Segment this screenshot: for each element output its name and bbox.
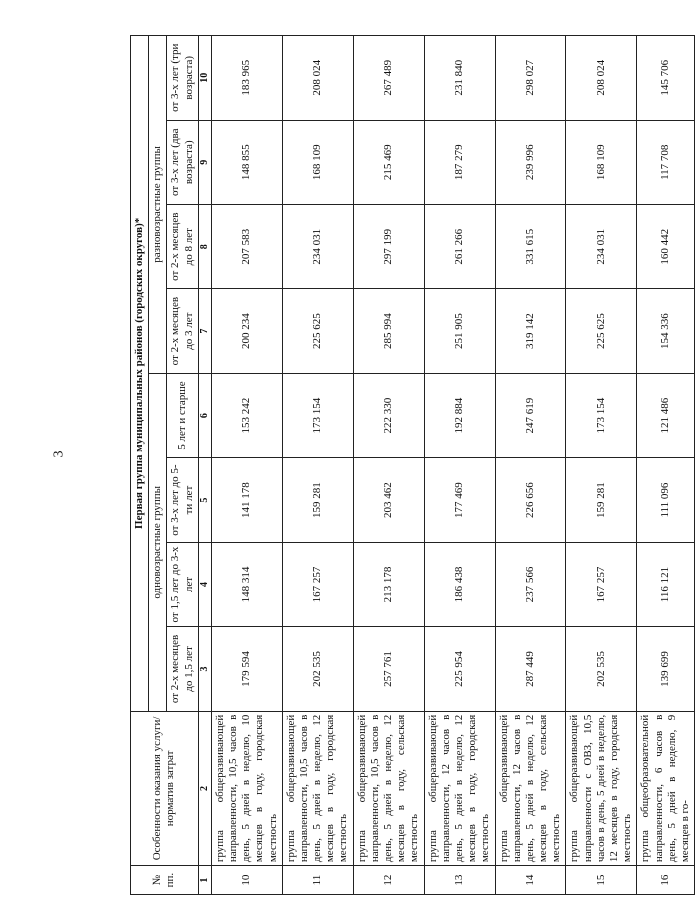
cost-value-cell: 285 994 <box>353 289 424 373</box>
cost-value-cell: 247 619 <box>495 373 566 457</box>
cost-value-cell: 111 096 <box>637 458 695 542</box>
table-row <box>211 36 282 895</box>
cost-norms-table <box>130 35 695 895</box>
cost-value-cell: 187 279 <box>424 120 495 204</box>
header-subcol: от 3-х лет (три возраста) <box>167 36 198 121</box>
column-number: 7 <box>198 289 211 373</box>
cost-value-cell: 159 281 <box>566 458 637 542</box>
cost-value-cell: 179 594 <box>211 627 282 711</box>
table-row <box>424 36 495 895</box>
header-multi-age: разновозрастные группы <box>149 36 167 374</box>
row-number: 10 <box>211 866 282 895</box>
cost-value-cell: 139 699 <box>637 627 695 711</box>
cost-value-cell: 168 109 <box>566 120 637 204</box>
cost-value-cell: 202 535 <box>566 627 637 711</box>
cost-value-cell: 200 234 <box>211 289 282 373</box>
cost-value-cell: 267 489 <box>353 36 424 121</box>
table-row <box>495 36 566 895</box>
cost-value-cell: 231 840 <box>424 36 495 121</box>
column-number: 1 <box>198 866 211 895</box>
cost-value-cell: 168 109 <box>282 120 353 204</box>
header-subcol: от 1,5 лет до 3-х лет <box>167 542 198 626</box>
column-number: 8 <box>198 204 211 288</box>
cost-value-cell: 116 121 <box>637 542 695 626</box>
column-number: 10 <box>198 36 211 121</box>
cost-value-cell: 148 314 <box>211 542 282 626</box>
header-subcol: 5 лет и старше <box>167 373 198 457</box>
cost-value-cell: 145 706 <box>637 36 695 121</box>
cost-value-cell: 234 031 <box>566 204 637 288</box>
row-description: группа общеразвивающей направленности, 10,5 часов в день, 5 дней в неделю, 12 месяцев в году, городская местность <box>282 711 353 865</box>
row-description: группа общеразвивающей направленности, 10,5 часов в день, 5 дней в неделю, 10 месяцев в году, городская местность <box>211 711 282 865</box>
cost-value-cell: 141 178 <box>211 458 282 542</box>
row-number: 14 <box>495 866 566 895</box>
cost-value-cell: 192 884 <box>424 373 495 457</box>
row-description: группа общеобразовательной направленности, 6 часов в день, 5 дней в неделю, 9 месяцев в го- <box>637 711 695 865</box>
column-number: 4 <box>198 542 211 626</box>
cost-value-cell: 297 199 <box>353 204 424 288</box>
cost-value-cell: 153 242 <box>211 373 282 457</box>
cost-value-cell: 287 449 <box>495 627 566 711</box>
column-number: 6 <box>198 373 211 457</box>
row-number: 15 <box>566 866 637 895</box>
cost-value-cell: 319 142 <box>495 289 566 373</box>
cost-value-cell: 225 625 <box>282 289 353 373</box>
cost-value-cell: 298 027 <box>495 36 566 121</box>
column-number: 9 <box>198 120 211 204</box>
cost-value-cell: 160 442 <box>637 204 695 288</box>
cost-value-cell: 225 625 <box>566 289 637 373</box>
cost-value-cell: 202 535 <box>282 627 353 711</box>
cost-value-cell: 208 024 <box>282 36 353 121</box>
header-num: № пп. <box>131 866 199 895</box>
cost-value-cell: 234 031 <box>282 204 353 288</box>
header-group-title: Первая группа муниципальных районов (городских округов)* <box>131 36 149 712</box>
cost-value-cell: 173 154 <box>282 373 353 457</box>
header-desc: Особенности оказания услуги/норматив затрат <box>131 711 199 865</box>
header-subcol: от 3-х лет до 5-ти лет <box>167 458 198 542</box>
cost-value-cell: 215 469 <box>353 120 424 204</box>
column-number: 3 <box>198 627 211 711</box>
cost-value-cell: 261 266 <box>424 204 495 288</box>
page-number: 3 <box>51 450 67 458</box>
column-numbers-row <box>198 36 211 895</box>
cost-value-cell: 173 154 <box>566 373 637 457</box>
cost-value-cell: 226 656 <box>495 458 566 542</box>
cost-value-cell: 167 257 <box>566 542 637 626</box>
cost-value-cell: 257 761 <box>353 627 424 711</box>
cost-value-cell: 183 965 <box>211 36 282 121</box>
header-subcol: от 2-х месяцев до 3 лет <box>167 289 198 373</box>
row-description: группа общеразвивающей направленности, 12 часов в день, 5 дней в неделю, 12 месяцев в году, городская местность <box>424 711 495 865</box>
cost-value-cell: 331 615 <box>495 204 566 288</box>
header-subcol: от 2-х месяцев до 1,5 лет <box>167 627 198 711</box>
column-number: 2 <box>198 711 211 865</box>
cost-value-cell: 208 024 <box>566 36 637 121</box>
cost-value-cell: 177 469 <box>424 458 495 542</box>
row-number: 11 <box>282 866 353 895</box>
row-description: группа общеразвивающей направленности, 10,5 часов в день, 5 дней в неделю, 12 месяцев в году, сельская местность <box>353 711 424 865</box>
cost-value-cell: 239 996 <box>495 120 566 204</box>
cost-value-cell: 148 855 <box>211 120 282 204</box>
table-row <box>566 36 637 895</box>
table-row <box>282 36 353 895</box>
row-number: 12 <box>353 866 424 895</box>
table-body <box>211 36 694 895</box>
header-subcol: от 2-х месяцев до 8 лет <box>167 204 198 288</box>
row-description: группа общеразвивающей направленности, 12 часов в день, 5 дней в неделю, 12 месяцев в году, сельская местность <box>495 711 566 865</box>
cost-value-cell: 167 257 <box>282 542 353 626</box>
cost-value-cell: 186 438 <box>424 542 495 626</box>
cost-value-cell: 121 486 <box>637 373 695 457</box>
row-description: группа общеразвивающей направленности с ОВЗ, 10,5 часов в день, 5 дней в неделю, 12 месяцев в году, городская местность <box>566 711 637 865</box>
cost-value-cell: 237 566 <box>495 542 566 626</box>
cost-value-cell: 225 954 <box>424 627 495 711</box>
row-number: 13 <box>424 866 495 895</box>
cost-value-cell: 222 330 <box>353 373 424 457</box>
row-number: 16 <box>637 866 695 895</box>
header-single-age: одновозрастные группы <box>149 373 167 711</box>
table-row <box>353 36 424 895</box>
cost-value-cell: 117 708 <box>637 120 695 204</box>
cost-value-cell: 213 178 <box>353 542 424 626</box>
cost-value-cell: 154 336 <box>637 289 695 373</box>
table-row <box>637 36 695 895</box>
rotated-table-container <box>130 35 691 895</box>
cost-value-cell: 159 281 <box>282 458 353 542</box>
header-subcol: от 3-х лет (два возраста) <box>167 120 198 204</box>
cost-value-cell: 251 905 <box>424 289 495 373</box>
column-number: 5 <box>198 458 211 542</box>
cost-value-cell: 203 462 <box>353 458 424 542</box>
cost-value-cell: 207 583 <box>211 204 282 288</box>
